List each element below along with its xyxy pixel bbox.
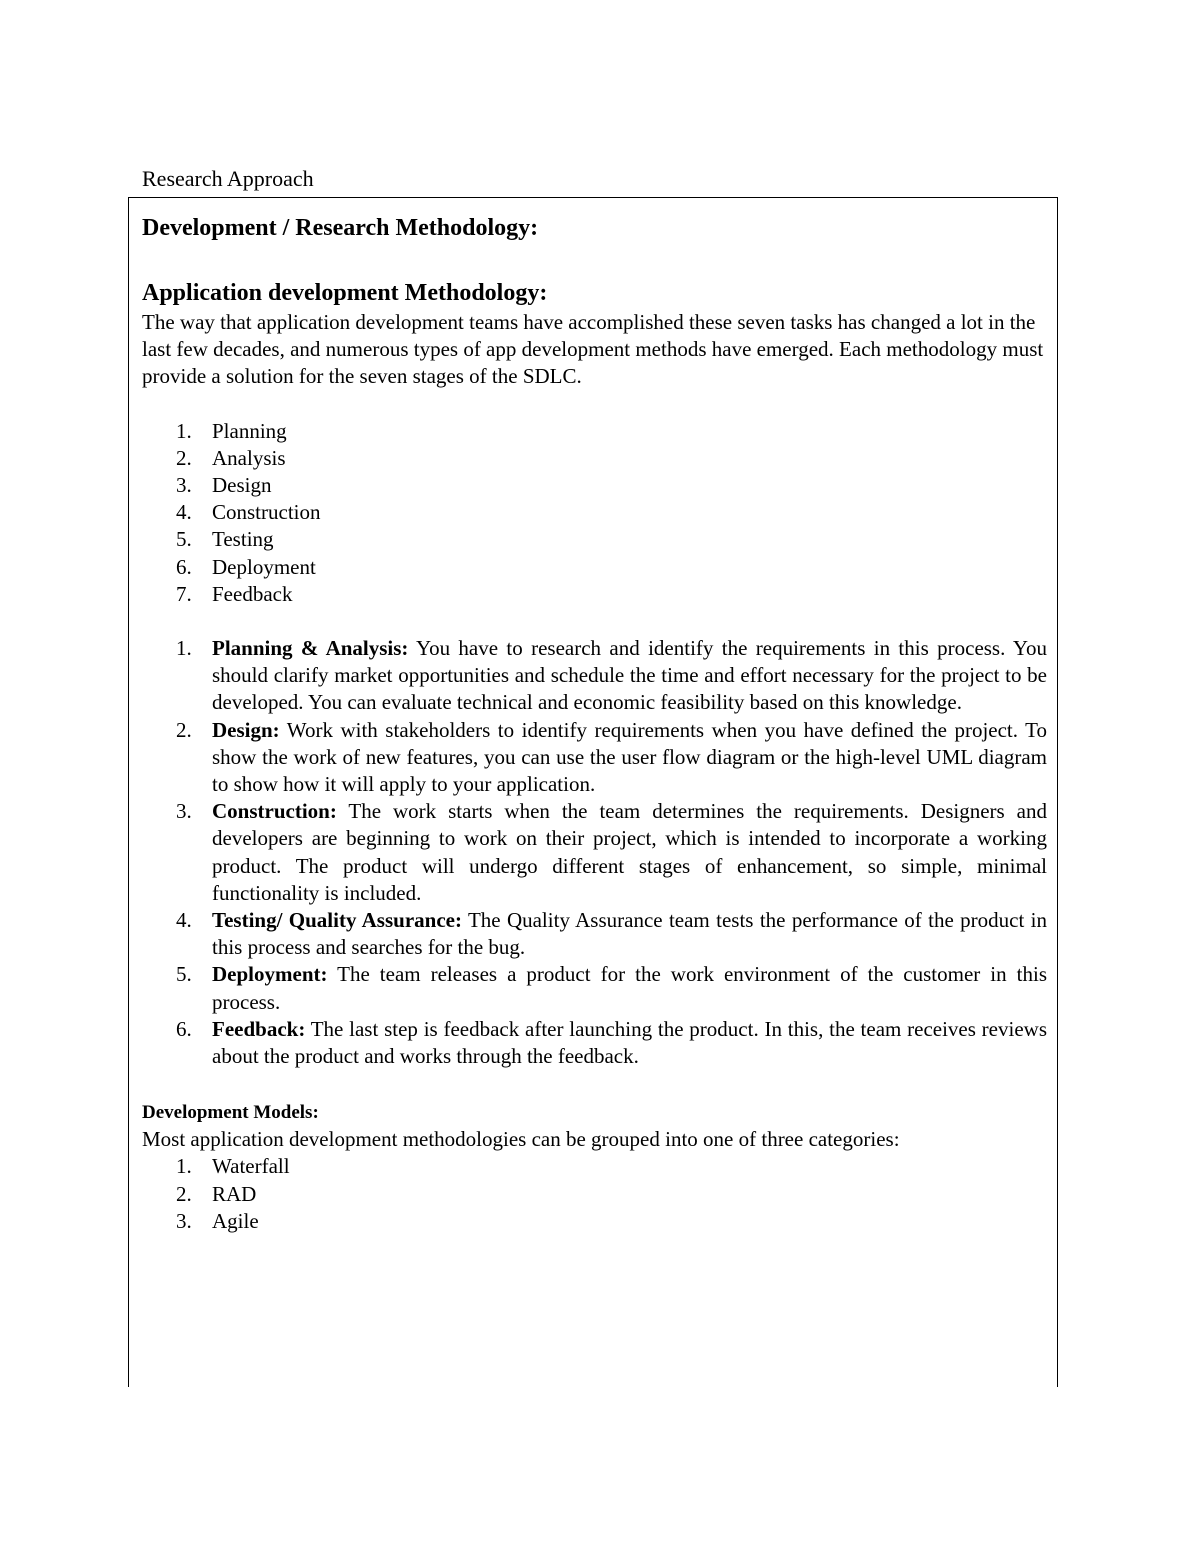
list-item-label: Construction	[212, 500, 321, 525]
list-item	[142, 472, 1047, 499]
list-item-label: Planning	[212, 418, 287, 443]
list-number: 1.	[176, 636, 192, 661]
stage-detail-list	[142, 635, 1047, 1070]
list-item-label: Design	[212, 473, 272, 498]
stage-term: Deployment:	[212, 962, 328, 987]
list-item-label: Waterfall	[212, 1154, 290, 1179]
list-item	[142, 635, 1047, 717]
list-number: 1.	[176, 418, 192, 443]
main-heading: Development / Research Methodology:	[142, 215, 539, 241]
list-number: 6.	[176, 554, 192, 579]
list-item	[142, 1181, 1047, 1208]
list-number: 6.	[176, 1016, 192, 1041]
list-number: 2.	[176, 717, 192, 742]
list-number: 2.	[176, 445, 192, 470]
list-item-label: Analysis	[212, 445, 286, 470]
list-number: 4.	[176, 500, 192, 525]
model-list	[142, 1153, 1047, 1235]
list-item	[142, 907, 1047, 961]
list-item-label: Agile	[212, 1208, 259, 1233]
list-number: 7.	[176, 581, 192, 606]
list-item	[142, 581, 1047, 608]
list-item	[142, 554, 1047, 581]
list-item-label: Feedback	[212, 581, 293, 606]
list-number: 4.	[176, 908, 192, 933]
stage-term: Planning & Analysis:	[212, 636, 409, 661]
list-item	[142, 499, 1047, 526]
list-number: 3.	[176, 473, 192, 498]
content-box	[128, 197, 1058, 1387]
list-item	[142, 717, 1047, 799]
list-item-label: RAD	[212, 1181, 257, 1206]
list-item	[142, 445, 1047, 472]
list-item-label: Testing	[212, 527, 274, 552]
list-item	[142, 1153, 1047, 1180]
list-item	[142, 1208, 1047, 1235]
box-content	[142, 212, 1047, 1235]
stage-term: Testing/ Quality Assurance:	[212, 908, 462, 933]
stage-description: The work starts when the team determines the requirements. Designers and developers are beginning to work on their project, which is intended to incorporate a working product. The product will undergo different stages of enhancement, so simple, minimal functionality is included.	[212, 799, 1047, 905]
list-item	[142, 961, 1047, 1015]
stage-term: Feedback:	[212, 1016, 306, 1041]
list-number: 5.	[176, 962, 192, 987]
list-number: 1.	[176, 1154, 192, 1179]
stage-term: Construction:	[212, 799, 337, 824]
intro-paragraph: The way that application development teams have accomplished these seven tasks has changed a lot in the last few decades, and numerous types of app development methods have emerged. Each methodology must provide a solution for the seven stages of the SDLC.	[142, 310, 1044, 389]
stage-description: Work with stakeholders to identify requirements when you have defined the project. To show the work of new features, you can use the user flow diagram or the high-level UML diagram to show how it will apply to your application.	[212, 717, 1047, 797]
stage-description: You have to research and identify the requirements in this process. You should clarify market opportunities and schedule the time and effort necessary for the project to be developed. You can evaluate technical and economic feasibility based on this knowledge.	[212, 636, 1047, 715]
list-number: 3.	[176, 799, 192, 824]
list-number: 3.	[176, 1208, 192, 1233]
stage-description: The team releases a product for the work environment of the customer in this process.	[212, 962, 1047, 1014]
list-number: 5.	[176, 527, 192, 552]
models-intro: Most application development methodologies can be grouped into one of three categories:	[142, 1127, 900, 1152]
list-item	[142, 798, 1047, 907]
sub-heading: Application development Methodology:	[142, 280, 548, 306]
list-item	[142, 526, 1047, 553]
list-item	[142, 1016, 1047, 1070]
stage-description: The last step is feedback after launching the product. In this, the team receives reviews about the product and works through the feedback.	[212, 1016, 1047, 1069]
stage-description: The Quality Assurance team tests the performance of the product in this process and searches for the bug.	[212, 908, 1047, 960]
list-number: 2.	[176, 1181, 192, 1206]
models-heading: Development Models:	[142, 1102, 319, 1124]
stage-term: Design:	[212, 717, 280, 742]
page-heading: Research Approach	[142, 166, 314, 191]
list-item-label: Deployment	[212, 554, 316, 579]
list-item	[142, 418, 1047, 445]
sdlc-stage-list	[142, 418, 1047, 608]
